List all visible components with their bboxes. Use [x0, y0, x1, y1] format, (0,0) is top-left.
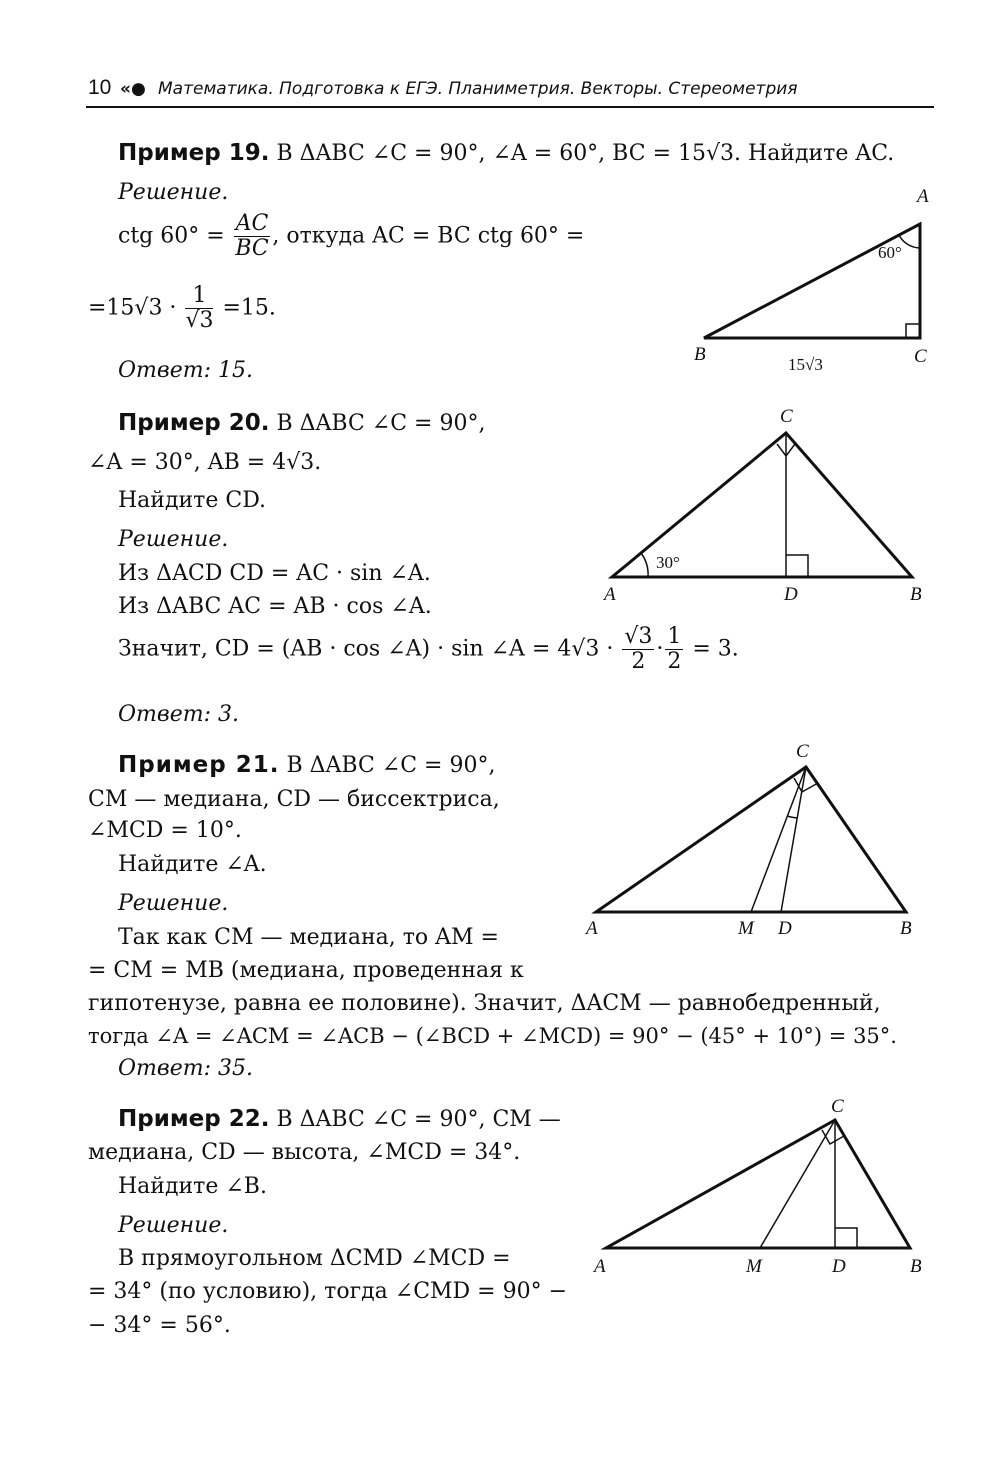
ex19-side-label: 15√3: [788, 355, 823, 374]
ex19-label-a: A: [917, 186, 929, 207]
ex22-label-b: B: [910, 1256, 922, 1277]
ex20-step-3: Значит, CD = (AB · cos ∠A) · sin ∠A = 4√3 · $\frac{√3}{2}$ · $\frac{1}{2}$ = 3.: [118, 624, 739, 675]
ex21-step-1: Так как CM — медиана, то AM =: [118, 925, 499, 950]
ex19-line2: =15√3 · $\frac{1}{√3}$ =15.: [88, 283, 276, 334]
ex19-right-angle-mark: [906, 324, 920, 338]
ex21-median: [751, 767, 806, 912]
ex20-angle-label: 30°: [656, 553, 680, 572]
header-rule: [86, 106, 934, 108]
ex21-label-m: M: [738, 918, 754, 939]
ex21-triangle: [596, 767, 906, 912]
ex19-solution-label: Решение.: [118, 180, 229, 205]
ex19-triangle: [704, 224, 920, 338]
ex22-label-a: A: [594, 1256, 606, 1277]
ex21-step-3: гипотенузе, равна ее половине). Значит, ΔACM — равнобедренный,: [88, 991, 881, 1016]
ex21-angle-arc: [787, 816, 797, 818]
ex20-label-b: B: [910, 584, 922, 605]
ex21-label-a: A: [586, 918, 598, 939]
ex21-solution-label: Решение.: [118, 891, 229, 916]
header-title: Математика. Подготовка к ЕГЭ. Планиметрия. Векторы. Стереометрия: [158, 79, 798, 99]
ex19-heading: Пример 19.: [118, 140, 270, 166]
ex22-solution-label: Решение.: [118, 1213, 229, 1238]
page-number: 10: [88, 76, 112, 99]
ex22-step-3: − 34° = 56°.: [88, 1313, 231, 1338]
ex21-figure: [580, 738, 940, 943]
ex21-label-d: D: [778, 918, 792, 939]
ex20-angle-arc: [641, 553, 648, 577]
ex21-step-4: тогда ∠A = ∠ACM = ∠ACB − (∠BCD + ∠MCD) = 90° − (45° + 10°) = 35°.: [88, 1024, 897, 1048]
ex22-label-d: D: [832, 1256, 846, 1277]
ex22-condition-2: медиана, CD — высота, ∠MCD = 34°.: [88, 1140, 521, 1165]
ex21-bisector: [781, 767, 806, 912]
ex22-step-2: = 34° (по условию), тогда ∠CMD = 90° −: [88, 1279, 568, 1304]
ex20-step-1: Из ΔACD CD = AC · sin ∠A.: [118, 561, 431, 586]
ex21-label-b: B: [900, 918, 912, 939]
ex20-solution-label: Решение.: [118, 527, 229, 552]
ex22-label-c: C: [831, 1096, 844, 1117]
ex21-condition-1: Пример 21. В ΔABC ∠C = 90°,: [118, 752, 496, 778]
ex22-heading: Пример 22.: [118, 1106, 270, 1132]
ex22-triangle: [606, 1120, 910, 1248]
ex20-heading: Пример 20.: [118, 410, 270, 436]
ex19-line1: ctg 60° = $\frac{AC}{BC}$ , откуда AC = BC ctg 60° =: [118, 211, 585, 262]
ex20-answer: Ответ: 3.: [118, 702, 239, 727]
ex20-condition-2: ∠A = 30°, AB = 4√3.: [88, 450, 322, 475]
ex22-step-1: В прямоугольном ΔCMD ∠MCD =: [118, 1246, 511, 1271]
ex20-label-a: A: [604, 584, 616, 605]
ex20-figure: [590, 400, 940, 615]
ex19-angle-arc: [899, 235, 920, 248]
ex19-figure: [680, 180, 950, 380]
ex19-label-c: C: [914, 346, 927, 367]
ex21-label-c: C: [796, 741, 809, 762]
ex21-step-2: = CM = MB (медиана, проведенная к: [88, 958, 524, 983]
ex21-condition-3: ∠MCD = 10°.: [88, 818, 242, 843]
ex22-right-angle-d: [835, 1228, 857, 1248]
ex19-fraction2: $\frac{1}{√3}$: [185, 283, 214, 334]
ex22-find: Найдите ∠B.: [118, 1174, 267, 1199]
ex20-label-d: D: [784, 584, 798, 605]
ex21-condition-2: CM — медиана, CD — биссектриса,: [88, 787, 500, 812]
ex20-condition-1: Пример 20. В ΔABC ∠C = 90°,: [118, 410, 486, 436]
ex20-step-2: Из ΔABC AC = AB · cos ∠A.: [118, 594, 432, 619]
ex22-median: [760, 1120, 835, 1248]
header-ornament: «●: [120, 79, 146, 99]
ex21-answer: Ответ: 35.: [118, 1056, 253, 1081]
ex21-heading: Пример 21.: [118, 752, 280, 778]
ex22-figure: [588, 1092, 938, 1287]
ex19-label-b: B: [694, 344, 706, 365]
ex20-right-angle-d: [786, 555, 808, 577]
ex21-find: Найдите ∠A.: [118, 852, 267, 877]
ex19-fraction: $\frac{AC}{BC}$: [235, 211, 269, 262]
ex20-find: Найдите CD.: [118, 488, 267, 513]
ex19-answer: Ответ: 15.: [118, 358, 253, 383]
ex19-condition: Пример 19. В ΔABC ∠C = 90°, ∠A = 60°, BC = 15√3. Найдите AC.: [118, 140, 895, 166]
ex20-label-c: C: [780, 406, 793, 427]
ex22-label-m: M: [746, 1256, 762, 1277]
ex22-condition-1: Пример 22. В ΔABC ∠C = 90°, CM —: [118, 1106, 561, 1132]
ex19-angle-label: 60°: [878, 243, 902, 262]
